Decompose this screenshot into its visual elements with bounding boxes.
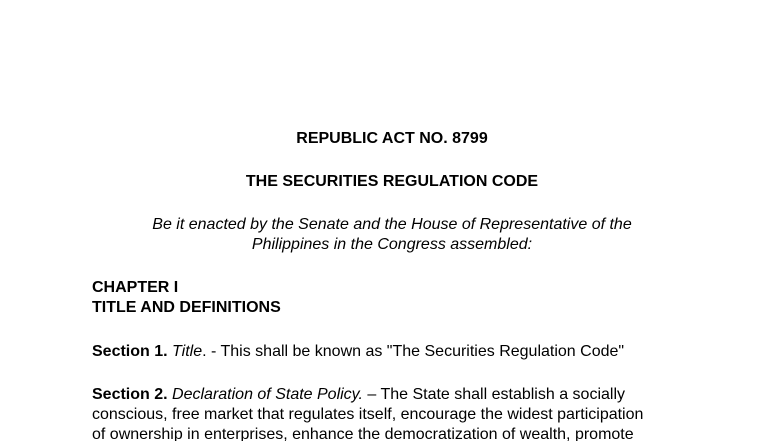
chapter-number: CHAPTER I [92, 279, 179, 296]
enacting-clause-line-1: Be it enacted by the Senate and the House of Representative of the [152, 216, 632, 233]
section-1-heading: Title [172, 343, 203, 360]
section-2-heading: Declaration of State Policy. [172, 386, 363, 403]
enacting-clause-line-2: Philippines in the Congress assembled: [251, 236, 533, 253]
act-number-heading: REPUBLIC ACT NO. 8799 [296, 130, 488, 147]
chapter-title: TITLE AND DEFINITIONS [92, 299, 281, 316]
section-2-text-1: – The State shall establish a socially [362, 386, 626, 403]
section-1 [92, 342, 712, 362]
section-2-line-3: of ownership in enterprises, enhance the democratization of wealth, promote [92, 426, 634, 441]
section-1-text: . - This shall be known as "The Securities Regulation Code" [202, 343, 625, 360]
section-1-label: Section 1. [92, 343, 168, 360]
section-2-line-1 [92, 385, 712, 405]
section-2-label: Section 2. [92, 386, 168, 403]
code-title-heading: THE SECURITIES REGULATION CODE [245, 173, 539, 190]
section-2-line-2: conscious, free market that regulates itself, encourage the widest participation [92, 406, 644, 423]
